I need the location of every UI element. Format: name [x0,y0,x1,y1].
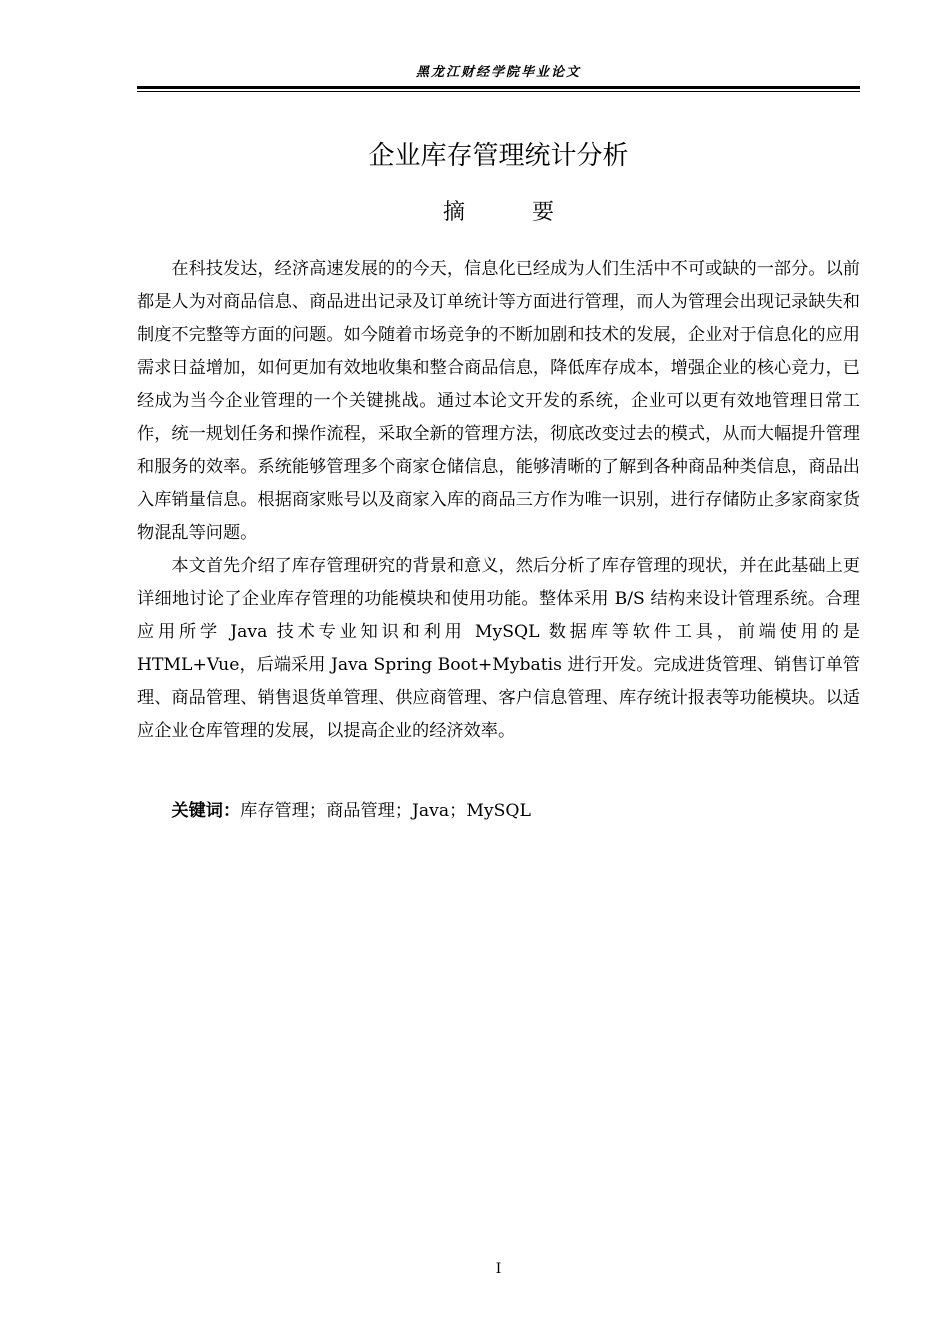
abstract-paragraph-2: 本文首先介绍了库存管理研究的背景和意义，然后分析了库存管理的现状，并在此基础上更详细地讨论了企业库存管理的功能模块和使用功能。整体采用 B/S 结构来设计管理系统。合理应用所学 Java 技术专业知识和利用 MySQL 数据库等软件工具，前端使用的是 HTML+Vue，后端采用 Java Spring Boot+Mybatis 进行开发。完成进货管理、销售订单管理、商品管理、销售退货单管理、供应商管理、客户信息管理、库存统计报表等功能模块。以适应企业仓库管理的发展，以提高企业的经济效率。 [137,556,860,741]
header-rule-thick [137,86,860,89]
keywords-line [137,795,860,828]
keywords-label: 关键词： [171,801,241,821]
abstract-heading: 摘 要 [443,200,584,225]
page-number: I [495,1261,502,1277]
abstract-body [137,253,860,748]
running-header: 黑龙江财经学院毕业论文 [415,65,581,80]
abstract-paragraph-1: 在科技发达，经济高速发展的的今天，信息化已经成为人们生活中不可或缺的一部分。以前都是人为对商品信息、商品进出记录及订单统计等方面进行管理，而人为管理会出现记录缺失和制度不完整等方面的问题。如今随着市场竞争的不断加剧和技术的发展，企业对于信息化的应用需求日益增加，如何更加有效地收集和整合商品信息，降低库存成本，增强企业的核心竞力，已经成为当今企业管理的一个关键挑战。通过本论文开发的系统，企业可以更有效地管理日常工作，统一规划任务和操作流程，采取全新的管理方法，彻底改变过去的模式，从而大幅提升管理和服务的效率。系统能够管理多个商家仓储信息，能够清晰的了解到各种商品种类信息，商品出入库销量信息。根据商家账号以及商家入库的商品三方作为唯一识别，进行存储防止多家商家货物混乱等问题。 [137,259,860,543]
header-rule-thin [137,91,860,92]
thesis-title: 企业库存管理统计分析 [368,141,629,171]
keywords-value: 库存管理；商品管理；Java；MySQL [240,801,531,821]
